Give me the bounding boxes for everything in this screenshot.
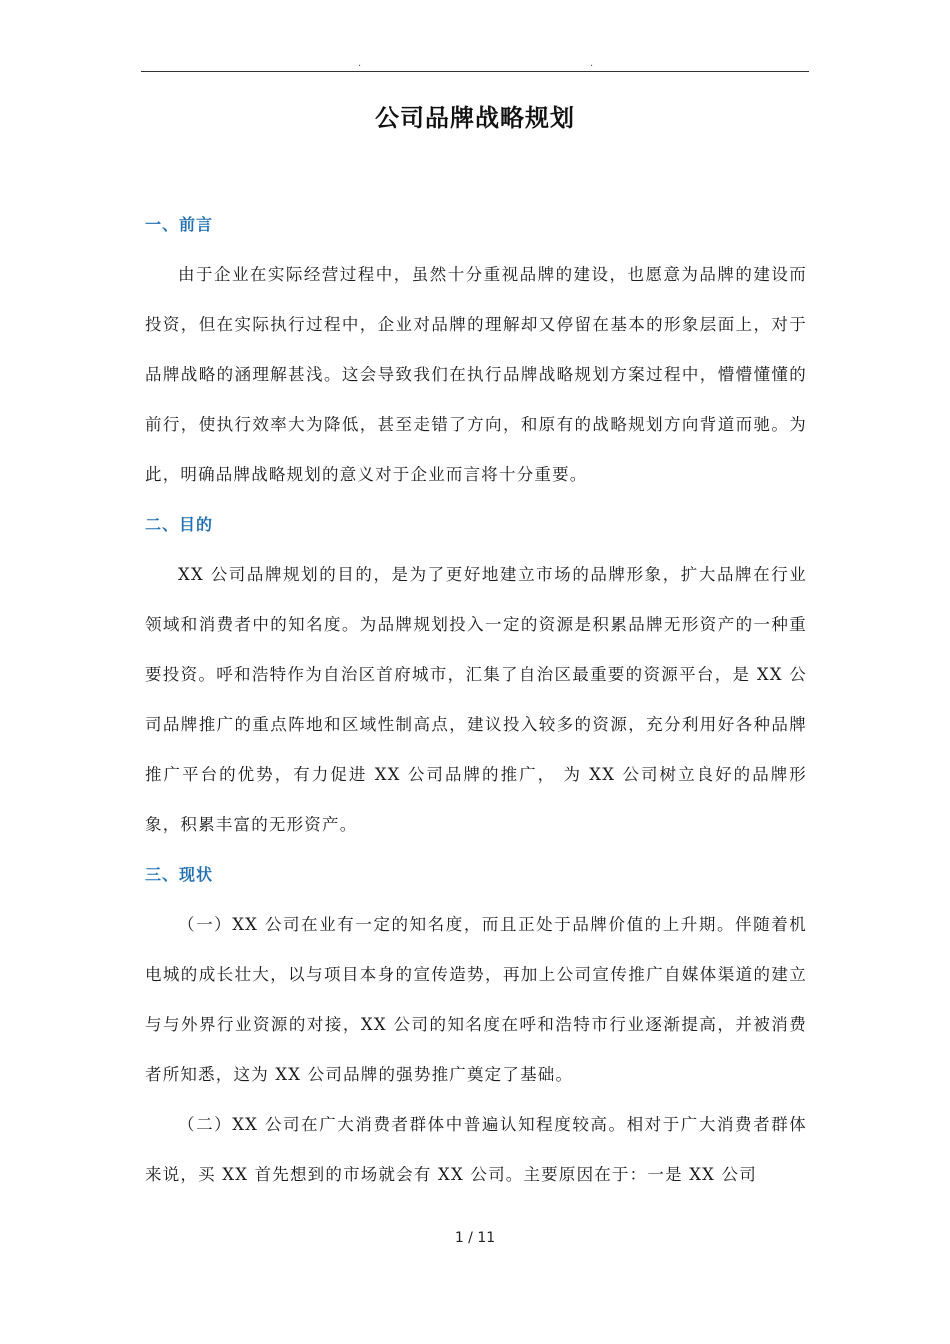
header-dot-left: . <box>358 58 362 69</box>
document-body <box>145 200 807 1200</box>
document-title: 公司品牌战略规划 <box>375 104 575 132</box>
header-rule <box>141 71 809 72</box>
paragraph: 由于企业在实际经营过程中，虽然十分重视品牌的建设，也愿意为品牌的建设而投资，但在实际执行过程中，企业对品牌的理解却又停留在基本的形象层面上，对于品牌战略的涵理解甚浅。这会导致我们在执行品牌战略规划方案过程中，懵懵懂懂的前行，使执行效率大为降低，甚至走错了方向，和原有的战略规划方向背道而驰。为此，明确品牌战略规划的意义对于企业而言将十分重要。 <box>145 265 807 484</box>
header-dot-right: . <box>590 58 594 69</box>
section-heading: 二、目的 <box>145 515 214 534</box>
section-heading: 一、前言 <box>145 215 214 234</box>
section-preface <box>145 200 807 500</box>
paragraph: （一）XX 公司在业有一定的知名度，而且正处于品牌价值的上升期。伴随着机电城的成长壮大，以与项目本身的宣传造势，再加上公司宣传推广自媒体渠道的建立与与外界行业资源的对接，XX 公司的知名度在呼和浩特市行业逐渐提高，并被消费者所知悉，这为 XX 公司品牌的强势推广奠定了基础。 <box>145 915 807 1084</box>
section-status <box>145 850 807 1200</box>
section-purpose <box>145 500 807 850</box>
page-indicator: 1 / 11 <box>454 1230 496 1246</box>
paragraph: （二）XX 公司在广大消费者群体中普遍认知程度较高。相对于广大消费者群体来说，买 XX 首先想到的市场就会有 XX 公司。主要原因在于：一是 XX 公司 <box>145 1115 807 1184</box>
section-heading: 三、现状 <box>145 865 214 884</box>
paragraph: XX 公司品牌规划的目的，是为了更好地建立市场的品牌形象，扩大品牌在行业领域和消费者中的知名度。为品牌规划投入一定的资源是积累品牌无形资产的一种重要投资。呼和浩特作为自治区首府城市，汇集了自治区最重要的资源平台，是 XX 公司品牌推广的重点阵地和区域性制高点，建议投入较多的资源，充分利用好各种品牌推广平台的优势，有力促进 XX 公司品牌的推广， 为 XX 公司树立良好的品牌形象，积累丰富的无形资产。 <box>145 565 807 834</box>
